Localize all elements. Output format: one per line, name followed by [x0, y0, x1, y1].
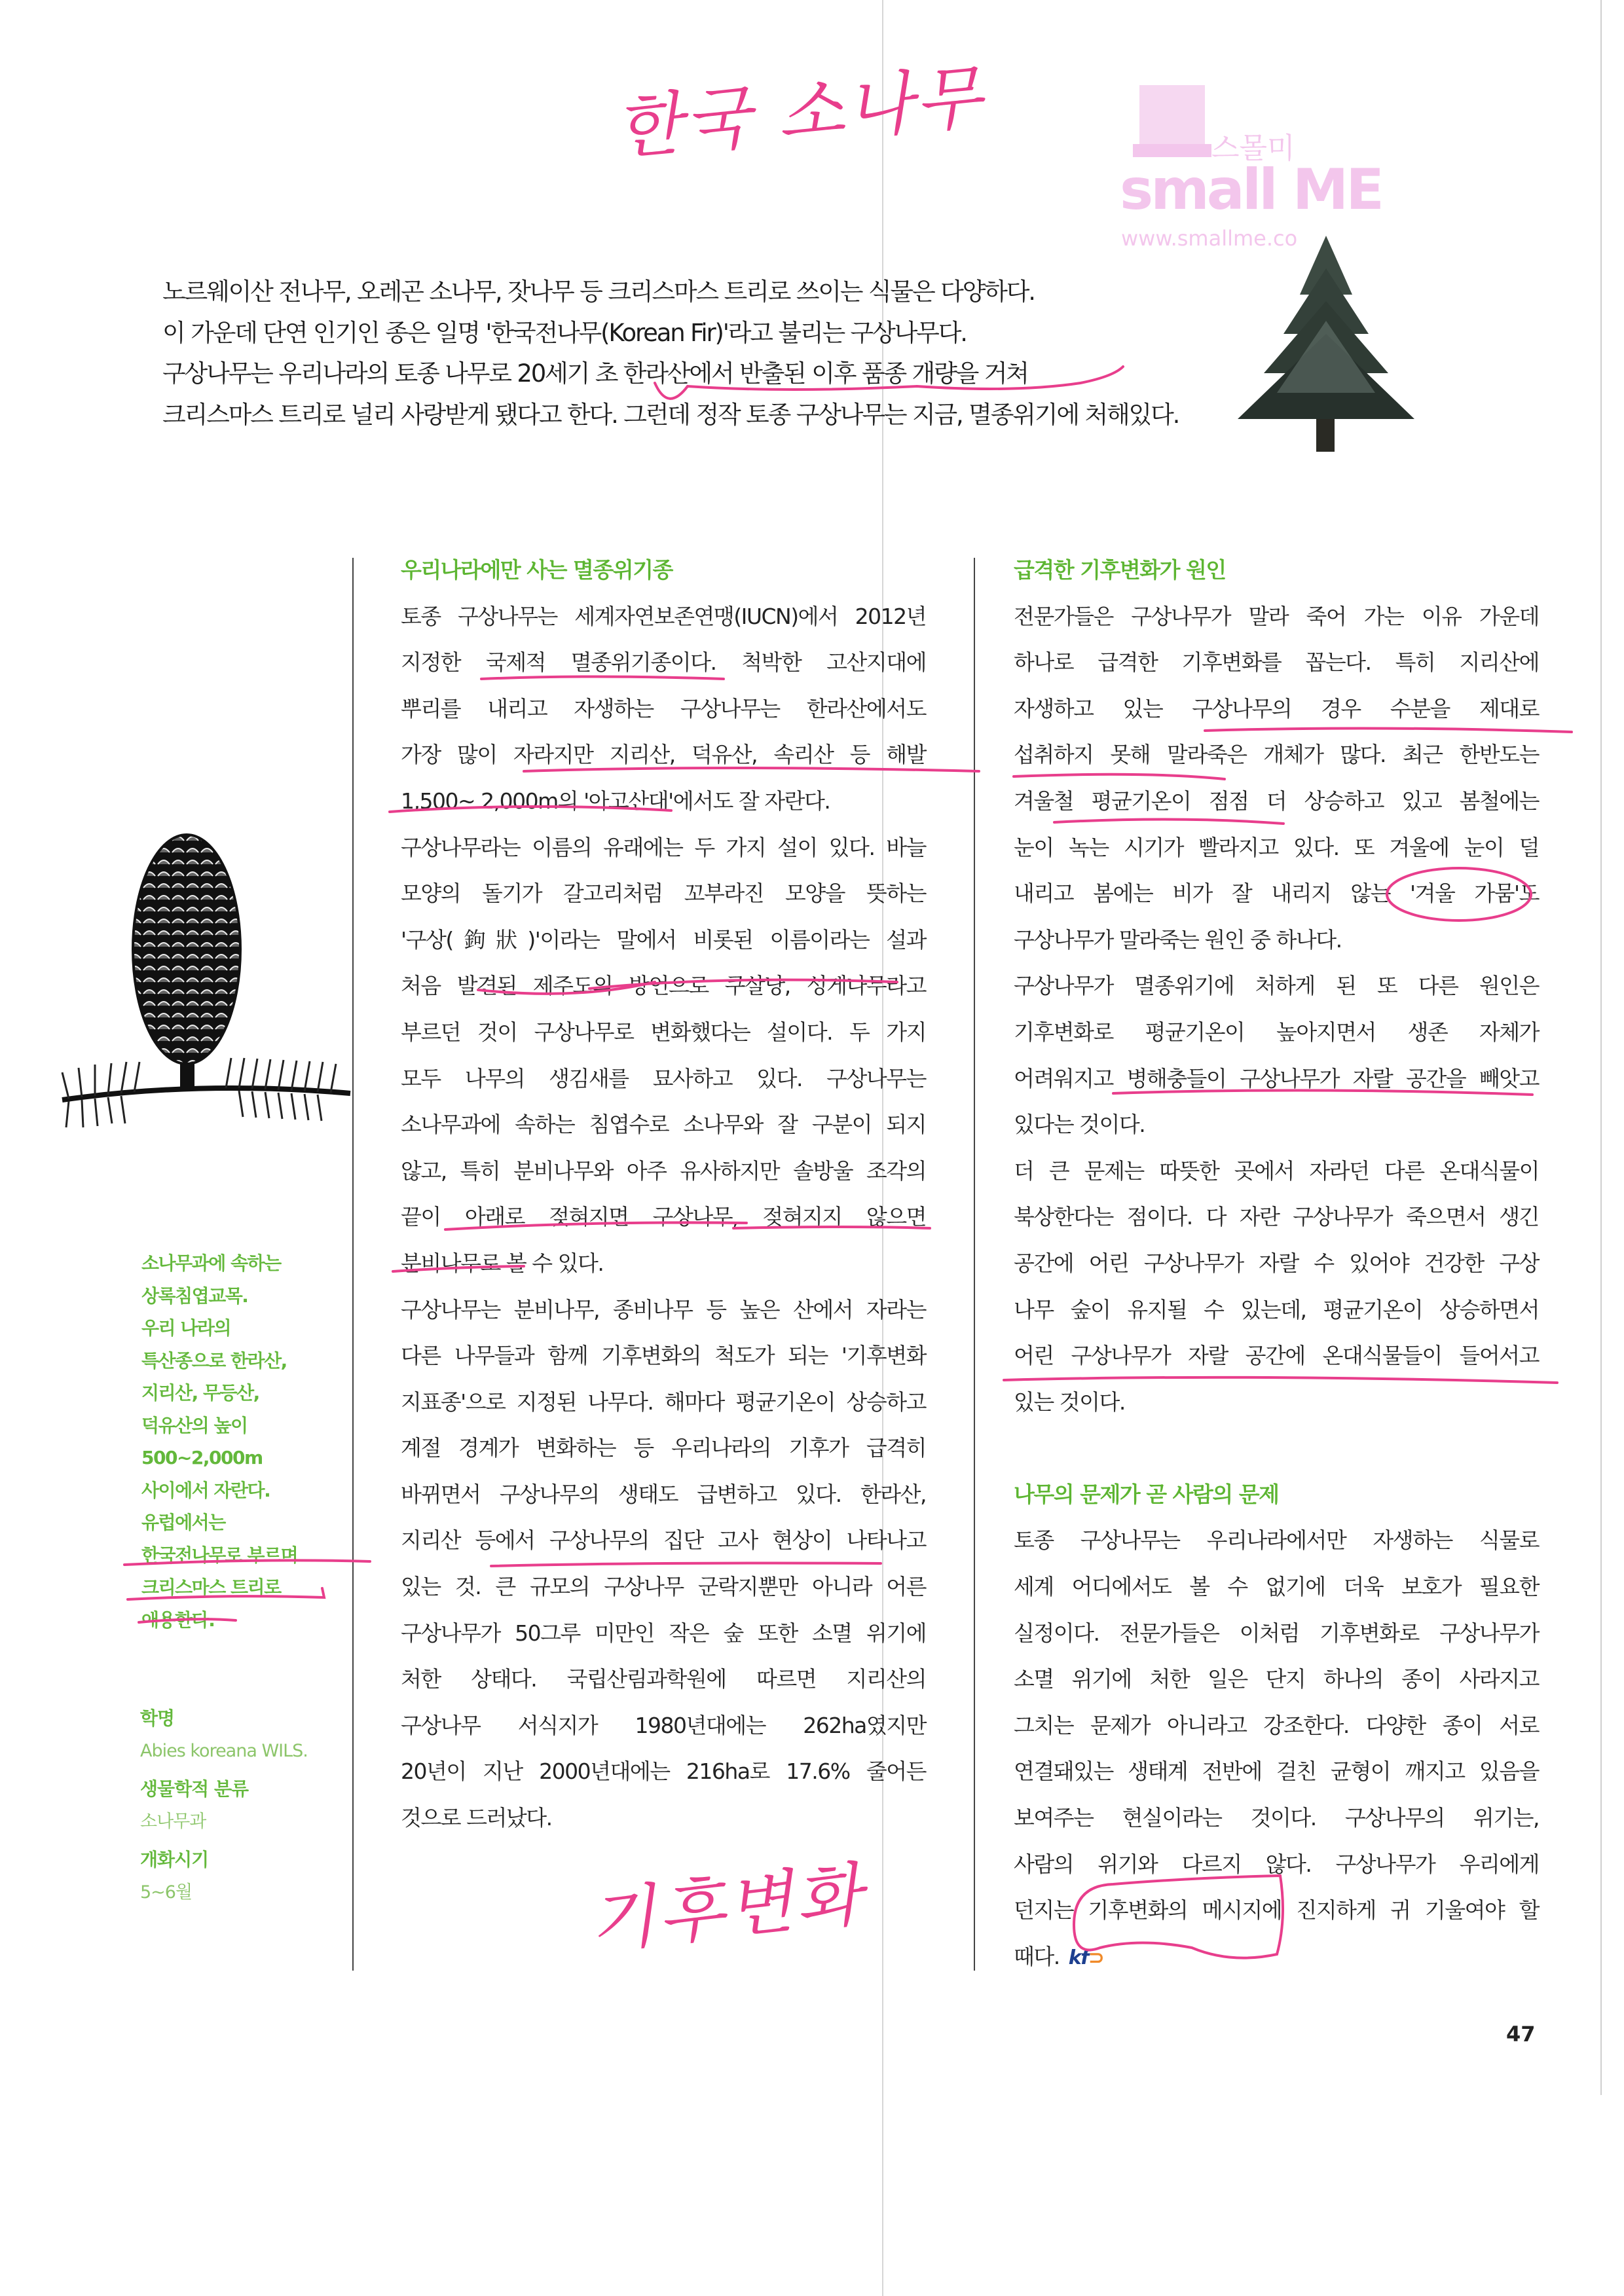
paragraph-line: 구상나무라는 이름의 유래에는 두 가지 설이 있다. 바늘 — [401, 834, 926, 860]
paragraph-line: 다른 나무들과 함께 기후변화의 척도가 되는 '기후변화 — [401, 1343, 926, 1369]
paragraph-line: 않고, 특히 분비나무와 아주 유사하지만 솔방울 조각의 — [401, 1157, 926, 1184]
paragraph-line: 구상나무는 분비나무, 종비나무 등 높은 산에서 자라는 — [401, 1296, 926, 1322]
paragraph-line: 모두 나무의 생김새를 묘사하고 있다. 구상나무는 — [401, 1065, 926, 1091]
paragraph-line: 지정한 국제적 멸종위기종이다. 척박한 고산지대에 — [401, 649, 926, 676]
stamp-korean: 스몰미 — [1211, 132, 1295, 165]
sidebar-line: 500~2,000m — [141, 1447, 263, 1468]
paragraph-line: 구상나무 서식지가 1980년대에는 262ha였지만 — [401, 1712, 926, 1738]
paragraph-line: 연결돼있는 생태계 전반에 걸친 균형이 깨지고 있음을 — [1014, 1758, 1539, 1785]
paragraph-line: 북상한다는 점이다. 다 자란 구상나무가 죽으면서 생긴 — [1014, 1204, 1539, 1230]
sidebar-line: 한국전나무로 부르며 — [141, 1544, 298, 1566]
sidebar-line: 지리산, 무등산, — [141, 1382, 259, 1404]
sidebar-line: 애용한다. — [141, 1609, 215, 1631]
paragraph-line: 기후변화로 평균기온이 높아지면서 생존 자체가 — [1014, 1019, 1539, 1045]
sidebar-line: 덕유산의 높이 — [141, 1414, 248, 1436]
section-heading: 나무의 문제가 곧 사람의 문제 — [1014, 1481, 1279, 1507]
paragraph-line: 어려워지고 병해충들이 구상나무가 자랄 공간을 빼앗고 — [1014, 1065, 1539, 1091]
paragraph-line: 때다. kf⊃ — [1014, 1934, 1539, 1980]
sidebar-line: 소나무과에 속하는 — [141, 1252, 281, 1274]
paragraph-line: 가장 많이 자라지만 지리산, 덕유산, 속리산 등 해발 — [401, 742, 926, 768]
species-info — [140, 1702, 308, 1914]
stamp-brand: small ME — [1120, 157, 1382, 223]
fir-tree-illustration — [1218, 223, 1441, 458]
intro-line: 구상나무는 우리나라의 토종 나무로 20세기 초 한라산에서 반출된 이후 품종 개량을 거쳐 — [162, 359, 1028, 388]
paragraph-line: 끝이 아래로 젖혀지면 구상나무, 젖혀지지 않으면 — [401, 1204, 926, 1230]
article-column-right — [1014, 547, 1539, 1980]
sidebar-line: 특산종으로 한라산, — [141, 1349, 287, 1372]
paragraph-line: 자생하고 있는 구상나무의 경우 수분을 제대로 — [1014, 695, 1539, 721]
paragraph-line: 더 큰 문제는 따뜻한 곳에서 자라던 다른 온대식물이 — [1014, 1157, 1539, 1184]
sidebar-line: 사이에서 자란다. — [141, 1479, 270, 1501]
paragraph-line: 하나로 급격한 기후변화를 꼽는다. 특히 지리산에 — [1014, 649, 1539, 676]
sidebar-caption — [141, 1247, 351, 1636]
paragraph-line: 바뀌면서 구상나무의 생태도 급변하고 있다. 한라산, — [401, 1481, 926, 1507]
paragraph-line: 20년이 지난 2000년대에는 216ha로 17.6% 줄어든 — [401, 1758, 926, 1785]
paragraph-line: 눈이 녹는 시기가 빨라지고 있다. 또 겨울에 눈이 덜 — [1014, 834, 1539, 860]
sidebar-line: 우리 나라의 — [141, 1317, 231, 1339]
paragraph-line: 나무 숲이 유지될 수 있는데, 평균기온이 상승하면서 — [1014, 1296, 1539, 1322]
handwritten-note-top: 한국 소나무 — [612, 57, 987, 169]
paragraph-line: 소멸 위기에 처한 일은 단지 하나의 종이 사라지고 — [1014, 1666, 1539, 1692]
column-divider-left — [352, 558, 354, 1971]
kf-logo — [1069, 1935, 1104, 1982]
paragraph-line: 것으로 드러났다. — [401, 1805, 552, 1831]
section-spacer — [1014, 1425, 1539, 1472]
info-label-scientific-name: 학명 — [140, 1707, 175, 1729]
paragraph-line: 지표종'으로 지정된 나무다. 해마다 평균기온이 상승하고 — [401, 1389, 926, 1415]
paragraph-line: 전문가들은 구상나무가 말라 죽어 가는 이유 가운데 — [1014, 603, 1539, 629]
paragraph-line: 구상나무가 멸종위기에 처하게 된 또 다른 원인은 — [1014, 973, 1539, 999]
info-label-classification: 생물학적 분류 — [140, 1778, 249, 1800]
intro-line: 크리스마스 트리로 널리 사랑받게 됐다고 한다. 그런데 정작 토종 구상나무는 지금, 멸종위기에 처해있다. — [162, 400, 1179, 429]
paragraph-line: 있는 것. 큰 규모의 구상나무 군락지뿐만 아니라 어른 — [401, 1574, 926, 1600]
paragraph-line: 사람의 위기와 다르지 않다. 구상나무가 우리에게 — [1014, 1851, 1539, 1877]
paragraph-line: 구상나무가 말라죽는 원인 중 하나다. — [1014, 926, 1342, 953]
intro-line: 이 가운데 단연 인기인 종은 일명 '한국전나무(Korean Fir)'라고 불리는 구상나무다. — [162, 318, 967, 347]
section-heading: 우리나라에만 사는 멸종위기종 — [401, 557, 673, 583]
paragraph-line: 계절 경계가 변화하는 등 우리나라의 기후가 급격히 — [401, 1435, 926, 1461]
sidebar-line: 크리스마스 트리로 — [141, 1576, 281, 1598]
paragraph-line: 1,500~ 2,000m의 '아고산대'에서도 잘 자란다. — [401, 788, 830, 814]
paragraph-line: 보여주는 현실이라는 것이다. 구상나무의 위기는, — [1014, 1805, 1539, 1831]
paragraph-line: 어린 구상나무가 자랄 공간에 온대식물들이 들어서고 — [1014, 1343, 1539, 1369]
info-value-flowering: 5~6월 — [140, 1882, 193, 1903]
paragraph-line: 실정이다. 전문가들은 이처럼 기후변화로 구상나무가 — [1014, 1620, 1539, 1646]
paragraph-line: 지리산 등에서 구상나무의 집단 고사 현상이 나타나고 — [401, 1527, 926, 1554]
paragraph-line: 있다는 것이다. — [1014, 1112, 1145, 1138]
handwritten-note-bottom: 기후변화 — [585, 1854, 868, 1963]
intro-text — [162, 272, 1236, 435]
paragraph-line: 내리고 봄에는 비가 잘 내리지 않는 '겨울 가뭄'도 — [1014, 881, 1539, 907]
kf-swoosh-icon: ⊃ — [1088, 1946, 1104, 1969]
sidebar-line: 유럽에서는 — [141, 1512, 225, 1533]
paragraph-line: 있는 것이다. — [1014, 1389, 1125, 1415]
paragraph-line: 섭취하지 못해 말라죽은 개체가 많다. 최근 한반도는 — [1014, 742, 1539, 768]
paragraph-line: '구상(鉤狀)'이라는 말에서 비롯된 이름이라는 설과 — [401, 926, 926, 953]
paragraph-line: 모양의 돌기가 갈고리처럼 꼬부라진 모양을 뜻하는 — [401, 881, 926, 907]
info-label-flowering: 개화시기 — [140, 1849, 209, 1870]
page-edge-line — [1600, 0, 1602, 2095]
paragraph-line: 던지는 기후변화의 메시지에 진지하게 귀 기울여야 할 — [1014, 1897, 1539, 1923]
article-column-left — [401, 547, 926, 1842]
paragraph-line: 처음 발견된 제주도의 방언으로 쿠살낭, 성게나무라고 — [401, 973, 926, 999]
stamp-url: www.smallme.co — [1121, 226, 1298, 251]
pinecone-illustration — [56, 818, 357, 1139]
paragraph-line: 소나무과에 속하는 침엽수로 소나무와 잘 구분이 되지 — [401, 1112, 926, 1138]
column-divider-right — [974, 558, 975, 1971]
paragraph-line: 뿌리를 내리고 자생하는 구상나무는 한라산에서도 — [401, 695, 926, 721]
paragraph-line: 분비나무로 볼 수 있다. — [401, 1250, 604, 1276]
paragraph-line: 공간에 어린 구상나무가 자랄 수 있어야 건강한 구상 — [1014, 1250, 1539, 1276]
paragraph-line: 그치는 문제가 아니라고 강조한다. 다양한 종이 서로 — [1014, 1712, 1539, 1738]
paragraph-line: 처한 상태다. 국립산림과학원에 따르면 지리산의 — [401, 1666, 926, 1692]
paragraph-line: 토종 구상나무는 세계자연보존연맹(IUCN)에서 2012년 — [401, 603, 926, 629]
intro-line: 노르웨이산 전나무, 오레곤 소나무, 잣나무 등 크리스마스 트리로 쓰이는 식물은 다양하다. — [162, 278, 1035, 306]
info-value-classification: 소나무과 — [140, 1812, 206, 1832]
paragraph-line: 부르던 것이 구상나무로 변화했다는 설이다. 두 가지 — [401, 1019, 926, 1045]
paragraph-line: 구상나무가 50그루 미만인 작은 숲 또한 소멸 위기에 — [401, 1620, 926, 1646]
page-number: 47 — [1506, 2022, 1536, 2047]
paragraph-line: 세계 어디에서도 볼 수 없기에 더욱 보호가 필요한 — [1014, 1574, 1539, 1600]
kf-logo-text: kf — [1068, 1946, 1088, 1969]
sidebar-line: 상록침엽교목. — [141, 1285, 248, 1307]
section-heading: 급격한 기후변화가 원인 — [1014, 557, 1226, 583]
paragraph-line: 토종 구상나무는 우리나라에서만 자생하는 식물로 — [1014, 1527, 1539, 1554]
paragraph-line: 겨울철 평균기온이 점점 더 상승하고 있고 봄철에는 — [1014, 788, 1539, 814]
info-value-scientific-name: Abies koreana WILS. — [140, 1741, 308, 1761]
